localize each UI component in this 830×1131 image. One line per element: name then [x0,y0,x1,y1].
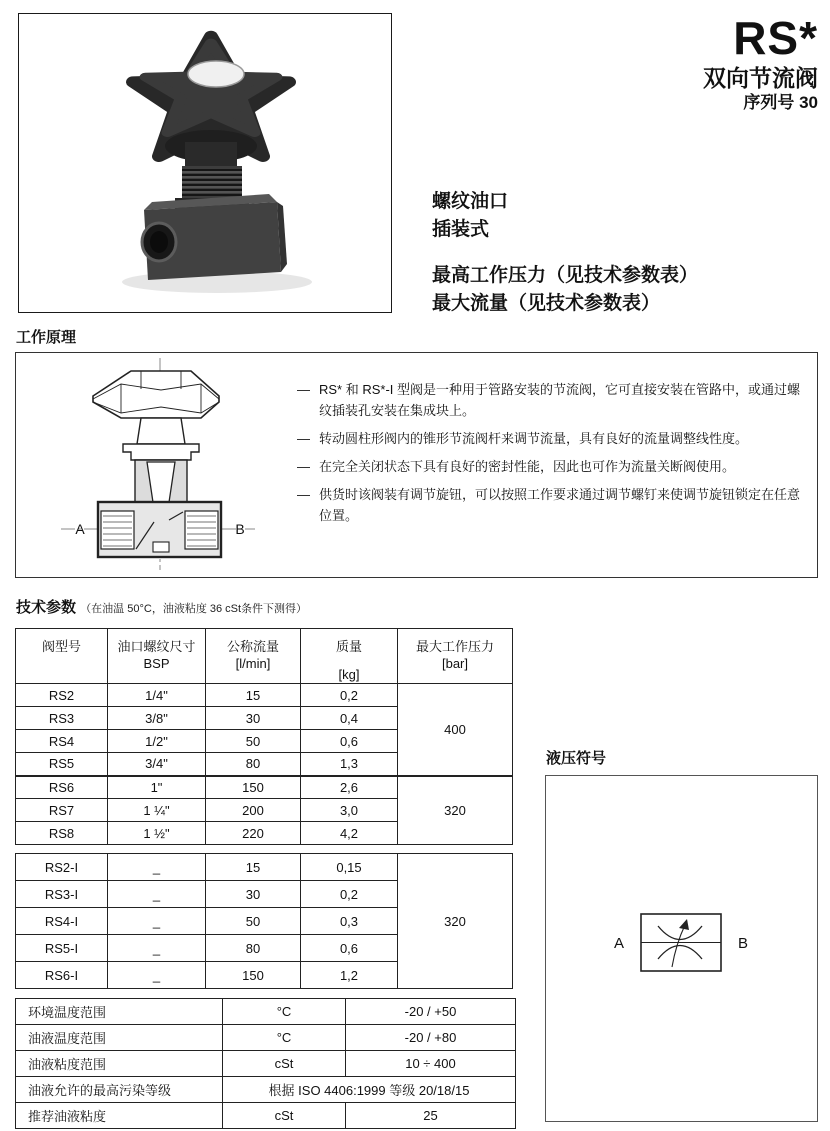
cell-model: RS6-I [16,962,108,989]
cell-mass: 0,6 [301,935,398,962]
cell-flow: 200 [206,799,301,822]
spec-table-rs [15,628,513,845]
tech-params-heading [16,596,616,617]
cell-thread: 3/8" [108,707,206,730]
product-photo-frame [18,13,392,313]
cell-value-merged: 根据 ISO 4406:1999 等级 20/18/15 [223,1077,516,1103]
series-number: 序列号 30 [743,93,818,112]
cell-thread: _ [108,881,206,908]
cell-condition-label: 环境温度范围 [16,999,223,1025]
cell-thread: 1/4" [108,684,206,707]
spec-table-rs-i [15,853,513,989]
cell-model: RS6 [16,776,108,799]
cell-model: RS2-I [16,854,108,881]
cell-pressure-group1: 400 [398,684,513,776]
cell-mass: 3,0 [301,799,398,822]
symbol-port-label-a: A [613,935,625,952]
cell-thread: 1/2" [108,730,206,753]
cell-condition-label: 油液粘度范围 [16,1051,223,1077]
cell-model: RS3 [16,707,108,730]
bullet-dash: — [297,459,310,474]
cell-value: -20 / +50 [346,999,516,1025]
col-header-flow: 公称流量 [l/min] [206,629,301,684]
cell-thread: _ [108,854,206,881]
bullet-item [297,456,811,477]
cell-mass: 0,6 [301,730,398,753]
col-header-mass: 质量 [kg] [301,629,398,684]
product-photo [19,14,391,312]
drawing-port-label-a: A [75,521,85,537]
cell-model: RS4-I [16,908,108,935]
cell-condition-label: 油液温度范围 [16,1025,223,1051]
cell-mass: 0,2 [301,684,398,707]
bullet-text: 供货时该阀装有调节旋钮，可以按照工作要求通过调节螺钉来使调节旋钮锁定在任意位置。 [319,487,801,523]
cell-thread: 3/4" [108,753,206,776]
bullet-dash: — [297,382,310,397]
cell-value: 10 ÷ 400 [346,1051,516,1077]
cell-model: RS4 [16,730,108,753]
cell-flow: 80 [206,935,301,962]
table-row [16,1103,516,1129]
valve-cross-section-drawing [23,356,288,574]
cell-model: RS2 [16,684,108,707]
cell-pressure-group2: 320 [398,776,513,845]
knob-center-cap [188,61,244,87]
hydraulic-symbol-box [545,775,818,1122]
cell-mass: 2,6 [301,776,398,799]
table-row [16,1051,516,1077]
conditions-table [15,998,516,1129]
cell-thread: 1" [108,776,206,799]
bullet-item [297,428,811,449]
symbol-port-label-b: B [737,935,749,952]
table-row [16,776,513,799]
cell-condition-label: 推荐油液粘度 [16,1103,223,1129]
cell-thread: _ [108,935,206,962]
cell-value: 25 [346,1103,516,1129]
cell-flow: 30 [206,881,301,908]
working-principle-bullets [297,379,811,533]
cell-flow: 15 [206,684,301,707]
cell-unit: cSt [223,1051,346,1077]
cell-flow: 30 [206,707,301,730]
cell-mass: 4,2 [301,822,398,845]
cell-pressure-rs-i: 320 [398,854,513,989]
cell-thread: _ [108,908,206,935]
max-flow-ref: 最大流量（见技术参数表） [432,293,661,314]
feature-cartridge: 插装式 [432,219,490,240]
drawing-port-label-b: B [235,521,245,537]
feature-threaded-ports: 螺纹油口 [432,191,509,212]
bullet-item [297,484,811,526]
cell-mass: 0,4 [301,707,398,730]
hydraulic-symbol-heading: 液压符号 [546,750,607,767]
cell-value: -20 / +80 [346,1025,516,1051]
bullet-dash: — [297,487,310,502]
cell-flow: 150 [206,776,301,799]
cell-flow: 220 [206,822,301,845]
page-title: RS* [733,12,818,64]
table-row [16,999,516,1025]
product-name: 双向节流阀 [703,65,818,91]
drawing-knob [93,371,219,418]
cell-flow: 80 [206,753,301,776]
cell-mass: 0,3 [301,908,398,935]
cell-mass: 0,2 [301,881,398,908]
spec-table-header-row [16,629,513,684]
cell-mass: 1,2 [301,962,398,989]
col-header-model: 阀型号 [16,629,108,684]
cell-condition-label: 油液允许的最高污染等级 [16,1077,223,1103]
tech-params-title: 技术参数 [16,599,77,616]
bullet-text: 在完全关闭状态下具有良好的密封性能，因此也可作为流量关断阀使用。 [319,459,736,474]
tech-params-condition-note: （在油温 50°C，油液粘度 36 cSt条件下测得） [80,603,308,615]
table-row [16,1077,516,1103]
cell-thread: _ [108,962,206,989]
cell-model: RS3-I [16,881,108,908]
cell-unit: °C [223,999,346,1025]
table-row [16,1025,516,1051]
bullet-text: 转动圆柱形阀内的锥形节流阀杆来调节流量，具有良好的流量调整线性度。 [319,431,749,446]
cell-flow: 50 [206,730,301,753]
cell-unit: °C [223,1025,346,1051]
cell-model: RS5-I [16,935,108,962]
cell-mass: 0,15 [301,854,398,881]
max-pressure-ref: 最高工作压力（见技术参数表） [432,265,699,286]
col-header-thread: 油口螺纹尺寸 BSP [108,629,206,684]
col-header-pressure: 最大工作压力 [bar] [398,629,513,684]
title-block [703,14,818,114]
cell-mass: 1,3 [301,753,398,776]
working-principle-section [15,352,818,578]
table-row [16,684,513,707]
cell-model: RS7 [16,799,108,822]
bullet-dash: — [297,431,310,446]
cell-unit: cSt [223,1103,346,1129]
cell-flow: 150 [206,962,301,989]
cell-thread: 1 ¼" [108,799,206,822]
cell-model: RS5 [16,753,108,776]
feature-block [432,188,824,318]
working-principle-heading: 工作原理 [16,329,77,346]
cell-model: RS8 [16,822,108,845]
throttle-valve-symbol [546,776,817,1121]
table-row [16,854,513,881]
cell-flow: 15 [206,854,301,881]
bullet-text: RS* 和 RS*-I 型阀是一种用于管路安装的节流阀，它可直接安装在管路中，或通过螺纹插装孔安装在集成块上。 [319,382,801,418]
bullet-item [297,379,811,421]
cell-thread: 1 ½" [108,822,206,845]
cell-flow: 50 [206,908,301,935]
